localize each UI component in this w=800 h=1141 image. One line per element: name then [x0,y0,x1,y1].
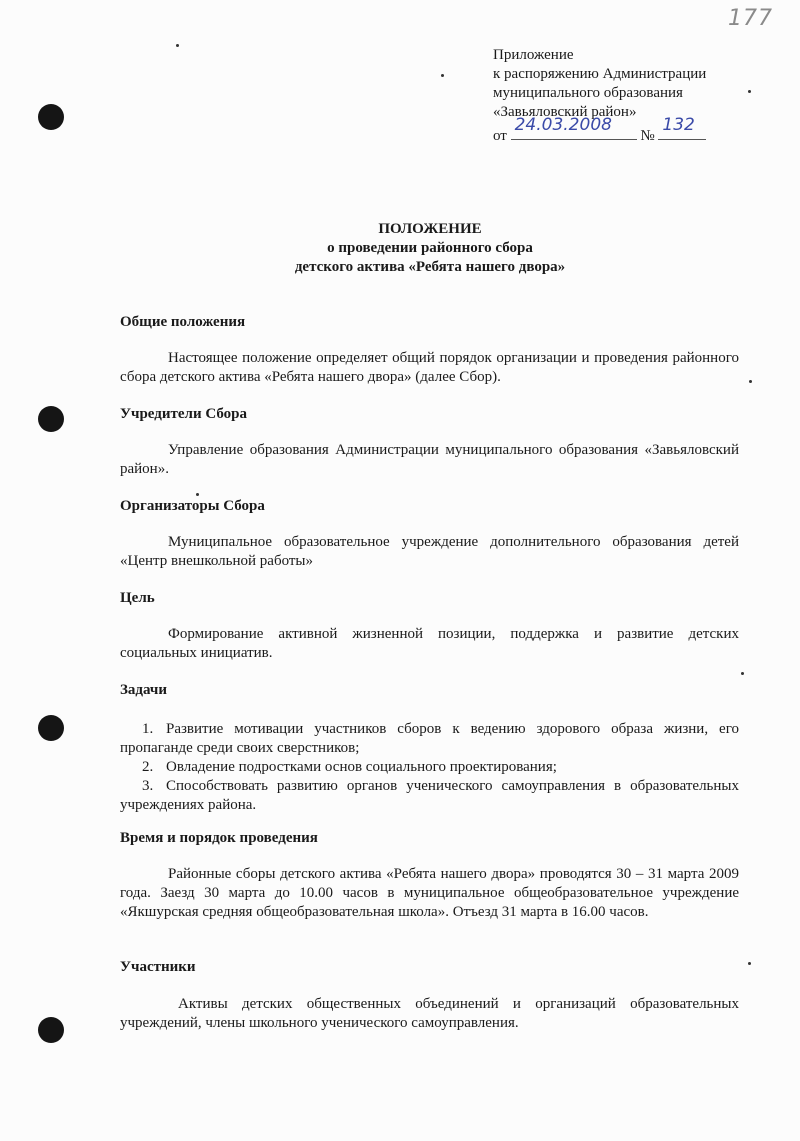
scan-speck [176,44,179,47]
section-text-general: Настоящее положение определяет общий порядок организации и проведения районного сбора детского актива «Ребята нашего двора» (далее Сбор). [120,350,739,385]
date-blank [511,115,637,140]
punch-hole-icon [38,715,64,741]
appendix-line: Приложение [493,47,574,63]
appendix-line: «Завьяловский район» [493,104,637,120]
appendix-line: к распоряжению Администрации [493,66,707,82]
list-item-text: Развитие мотивации участников сборов к ведению здорового образа жизни, его пропаганде среди своих сверстников; [120,721,739,756]
scan-speck [441,74,444,77]
scan-speck [741,672,744,675]
scan-speck [196,493,199,496]
list-item [120,758,739,777]
title-line: о проведении районного сбора [327,240,533,256]
date-number-line [493,115,706,146]
punch-hole-icon [38,1017,64,1043]
section-heading-founders: Учредители Сбора [120,406,247,422]
list-item-number: 2. [142,759,154,775]
title-line: детского актива «Ребята нашего двора» [294,259,566,275]
scan-speck [748,90,751,93]
document-title [0,220,800,277]
section-heading-participants: Участники [120,959,196,975]
number-blank [658,115,706,140]
list-item-number: 1. [142,721,154,737]
list-item-text: Овладение подростками основ социального проектирования; [166,759,557,775]
section-text-founders: Управление образования Администрации муниципального образования «Завьяловский район». [120,442,739,477]
section-text-goal: Формирование активной жизненной позиции, поддержка и развитие детских социальных инициатив. [120,626,739,661]
scan-speck [748,962,751,965]
handwritten-page-number: 177 [728,6,773,31]
punch-hole-icon [38,104,64,130]
section-heading-organizers: Организаторы Сбора [120,498,265,514]
appendix-block [493,46,706,146]
section-text-organizers: Муниципальное образовательное учреждение дополнительного образования детей «Центр внешкольной работы» [120,534,739,569]
list-item [120,720,739,758]
section-text-time: Районные сборы детского актива «Ребята нашего двора» проводятся 30 – 31 марта 2009 года. Заезд 30 марта до 10.00 часов в муниципальное общеобразовательное учреждение «Якшурская средняя общеобразовательная школа». Отъезд 31 марта в 16.00 часов. [120,866,739,920]
section-heading-tasks: Задачи [120,682,168,698]
section-heading-goal: Цель [120,590,155,606]
title-line: ПОЛОЖЕНИЕ [378,221,482,237]
section-heading-time: Время и порядок проведения [120,830,318,846]
section-text-participants: Активы детских общественных объединений и организаций образовательных учреждений, члены школьного ученического самоуправления. [120,996,739,1031]
section-heading-general: Общие положения [120,314,246,330]
punch-hole-icon [38,406,64,432]
scan-speck [749,380,752,383]
number-prefix: № [640,128,655,144]
handwritten-date: 24.03.2008 [514,115,612,135]
list-item-text: Способствовать развитию органов ученического самоуправления в образовательных учреждениях района. [120,778,739,813]
handwritten-number: 132 [662,115,695,135]
list-item [120,777,739,815]
list-item-number: 3. [142,778,154,794]
appendix-line: муниципального образования [493,85,683,101]
tasks-list [120,720,739,815]
date-prefix: от [493,128,507,144]
